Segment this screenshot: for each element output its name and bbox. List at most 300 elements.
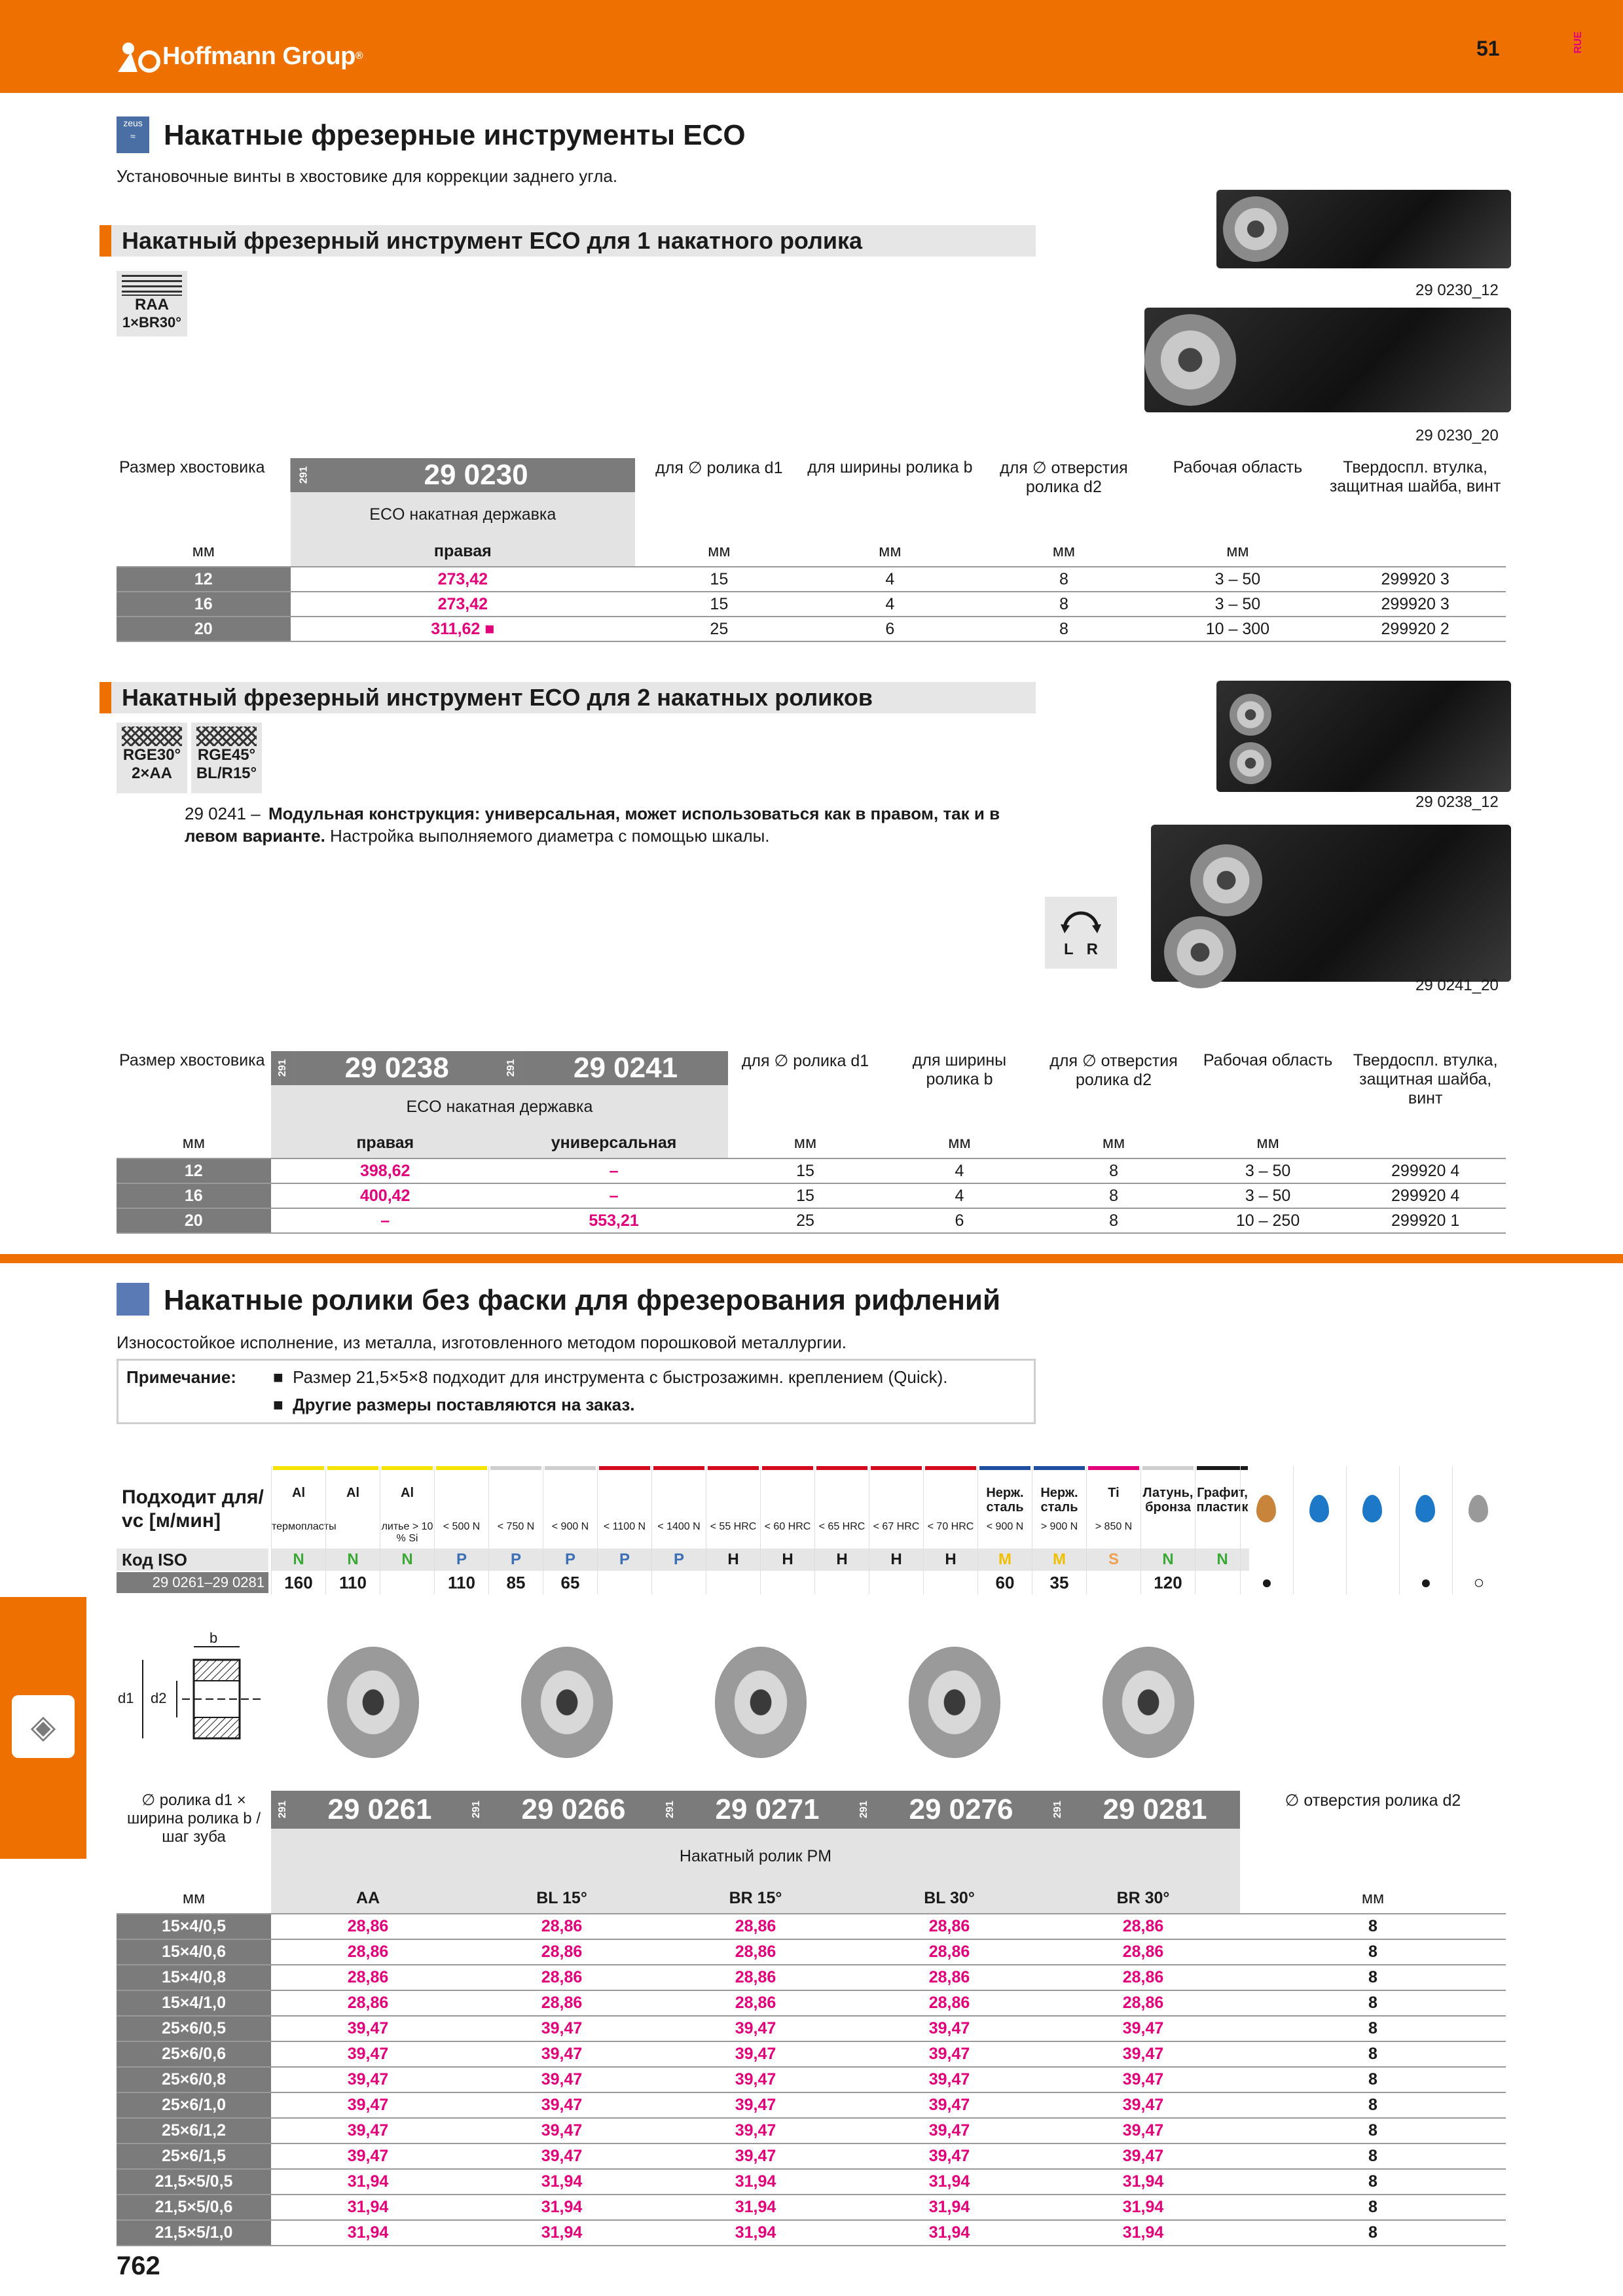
table-row xyxy=(117,2067,1506,2092)
table-row xyxy=(117,617,1506,641)
shank-size: 20 xyxy=(117,1208,271,1233)
material-top-label: Al xyxy=(292,1486,305,1500)
material-bottom-label: > 850 N xyxy=(1095,1521,1133,1532)
dim-d2-label: d2 xyxy=(151,1690,167,1706)
language-code: RUE xyxy=(1573,31,1584,54)
table-single-holder xyxy=(117,458,1506,642)
material-color-stripe xyxy=(1142,1466,1194,1470)
subsection-title-single: Накатный фрезерный инструмент ECO для 1 накатного ролика xyxy=(122,227,863,254)
roller-price: 28,86 xyxy=(347,1968,389,1986)
material-color-stripe xyxy=(327,1466,378,1470)
product-image-290230-12 xyxy=(1216,190,1511,268)
roller-size: 21,5×5/0,6 xyxy=(117,2195,271,2220)
profile-label: AA xyxy=(271,1884,465,1914)
b: 4 xyxy=(955,1161,964,1180)
col-header-shank: Размер хвостовика xyxy=(119,1051,265,1069)
mql-icon xyxy=(1415,1495,1435,1522)
roller-price: 39,47 xyxy=(928,2045,970,2063)
roller-d2: 8 xyxy=(1368,1968,1377,1986)
col-header-spare: Твердоспл. втулка, защитная шайба, винт xyxy=(1353,1051,1498,1107)
table-row xyxy=(117,2169,1506,2195)
roller-price: 31,94 xyxy=(928,2198,970,2216)
article-prefix: 291 xyxy=(852,1791,876,1829)
roller-price: 28,86 xyxy=(928,1968,970,1986)
roller-dimension-drawing xyxy=(117,1630,267,1751)
cutting-speed: 60 xyxy=(995,1573,1015,1592)
roller-d2: 8 xyxy=(1368,2172,1377,2191)
table-row xyxy=(117,1990,1506,2016)
roller-price: 28,86 xyxy=(735,1917,776,1935)
note-text-2: Другие размеры поставляются на заказ. xyxy=(293,1395,635,1414)
material-bottom-label: < 900 N xyxy=(986,1521,1024,1532)
image-caption: 29 0230_20 xyxy=(1415,427,1499,444)
shank-size: 16 xyxy=(117,1183,271,1208)
subsection-bar-double xyxy=(100,682,1036,713)
roller-price: 39,47 xyxy=(347,2096,389,2114)
cutting-speed: 35 xyxy=(1049,1573,1069,1592)
roller-d2: 8 xyxy=(1368,1943,1377,1961)
roller-price: 28,86 xyxy=(347,1917,389,1935)
table-row xyxy=(117,1183,1506,1208)
note-label: Примечание: xyxy=(126,1367,236,1387)
roller-size: 25×6/0,6 xyxy=(117,2041,271,2067)
iso-letter: P xyxy=(543,1549,597,1571)
price: 273,42 xyxy=(437,594,488,613)
roller-price: 39,47 xyxy=(928,2147,970,2165)
material-column xyxy=(760,1466,814,1594)
roller-d2: 8 xyxy=(1368,2019,1377,2037)
roller-d2: 8 xyxy=(1368,2070,1377,2089)
roller-price: 31,94 xyxy=(541,2172,583,2191)
table-row xyxy=(117,592,1506,617)
materials-label-line2: vc [м/мин] xyxy=(122,1510,221,1532)
iso-letter: H xyxy=(869,1549,923,1571)
b: 6 xyxy=(885,619,895,638)
table-row xyxy=(117,1939,1506,1965)
roller-price: 31,94 xyxy=(928,2172,970,2191)
area: 3 – 50 xyxy=(1214,569,1261,588)
d1: 25 xyxy=(710,619,729,638)
knurl-wheel-icon xyxy=(1223,196,1288,262)
table-row xyxy=(117,2144,1506,2169)
roller-d2: 8 xyxy=(1368,2223,1377,2242)
col-header-d1: для ∅ ролика d1 xyxy=(655,459,783,477)
d2: 8 xyxy=(1059,619,1068,638)
knurl-badge-rge45 xyxy=(191,723,262,793)
roller-price: 39,47 xyxy=(541,2096,583,2114)
badge-line2: 1×BR30° xyxy=(122,314,182,331)
unit-label: мм xyxy=(192,542,215,560)
dry-icon xyxy=(1468,1495,1488,1522)
col-header-b: для ширины ролика b xyxy=(912,1051,1007,1088)
roller-image-br30 xyxy=(1103,1647,1194,1758)
price-universal: – xyxy=(609,1186,619,1205)
spray-icon xyxy=(1362,1495,1382,1522)
roller-price: 39,47 xyxy=(735,2045,776,2063)
spare-part: 299920 4 xyxy=(1391,1186,1460,1205)
article-number-1: 29 0238 xyxy=(295,1051,500,1085)
iso-letter: M xyxy=(1032,1549,1086,1571)
label-right: R xyxy=(1086,941,1099,958)
material-bottom-label: < 750 N xyxy=(497,1521,535,1532)
material-bottom-label: < 60 HRC xyxy=(764,1521,811,1532)
coolant-column xyxy=(1293,1466,1346,1594)
article-prefix: 291 xyxy=(500,1051,523,1085)
modular-note xyxy=(185,802,1036,847)
profile-label: BL 15° xyxy=(465,1884,659,1914)
range-label: 29 0261–29 0281 xyxy=(117,1572,268,1593)
material-bottom-label: < 67 HRC xyxy=(873,1521,920,1532)
roller-price: 39,47 xyxy=(1122,2045,1164,2063)
material-bottom-label: литье > 10 % Si xyxy=(381,1521,433,1544)
material-column xyxy=(1032,1466,1086,1594)
unit-label: мм xyxy=(1256,1134,1279,1152)
material-color-stripe xyxy=(871,1466,922,1470)
material-bottom-label: < 500 N xyxy=(443,1521,481,1532)
iso-letter: M xyxy=(978,1549,1032,1571)
roller-d2: 8 xyxy=(1368,1994,1377,2012)
roller-price: 39,47 xyxy=(347,2147,389,2165)
material-top-label: Графит, пластик xyxy=(1196,1486,1249,1515)
table-row xyxy=(117,2220,1506,2246)
spare-part: 299920 4 xyxy=(1391,1161,1460,1180)
price: 273,42 xyxy=(437,569,488,588)
table-row xyxy=(117,2016,1506,2041)
roller-price: 28,86 xyxy=(541,1994,583,2012)
roller-price: 28,86 xyxy=(735,1994,776,2012)
material-column xyxy=(271,1466,337,1594)
material-column xyxy=(380,1466,434,1594)
cutting-speed: 110 xyxy=(448,1573,475,1592)
material-bottom-label: < 900 N xyxy=(551,1521,589,1532)
coolant-marker xyxy=(1347,1572,1399,1593)
col-header-d2: для ∅ отверстия ролика d2 xyxy=(1049,1052,1178,1089)
cutting-speed: 65 xyxy=(560,1573,580,1592)
iso-letter: N xyxy=(272,1549,325,1571)
d2: 8 xyxy=(1109,1186,1118,1205)
b: 4 xyxy=(885,594,895,613)
d1: 25 xyxy=(796,1211,814,1230)
roller-price: 28,86 xyxy=(541,1968,583,1986)
roller-price: 39,47 xyxy=(347,2045,389,2063)
article-number: 29 0261 xyxy=(295,1791,465,1829)
roller-price: 28,86 xyxy=(347,1994,389,2012)
drop-orange-icon xyxy=(1256,1495,1276,1522)
roller-price: 28,86 xyxy=(928,1943,970,1961)
col-header-spare: Твердоспл. втулка, защитная шайба, винт xyxy=(1329,458,1501,495)
cutting-speed xyxy=(761,1572,814,1593)
roller-price: 28,86 xyxy=(735,1943,776,1961)
roller-size: 15×4/1,0 xyxy=(117,1990,271,2016)
roller-price: 31,94 xyxy=(928,2223,970,2242)
product-image-290241-20 xyxy=(1151,825,1511,982)
material-bottom-label: < 1400 N xyxy=(657,1521,701,1532)
table-row xyxy=(117,1914,1506,1939)
note-box xyxy=(117,1359,1036,1424)
subsection-title-double: Накатный фрезерный инструмент ECO для 2 накатных роликов xyxy=(122,684,873,711)
page-number: 51 xyxy=(1476,37,1500,60)
brand-logo[interactable]: Hoffmann Group ® xyxy=(117,37,363,76)
coolant-column xyxy=(1240,1466,1293,1594)
b: 4 xyxy=(955,1186,964,1205)
dim-d1-label: d1 xyxy=(118,1690,134,1706)
roller-price: 39,47 xyxy=(347,2121,389,2140)
product-image-290238-12 xyxy=(1216,681,1511,792)
note-item-2: ■ Другие размеры поставляются на заказ. xyxy=(273,1395,635,1414)
d1: 15 xyxy=(710,594,729,613)
note-rest: Настройка выполняемого диаметра с помощью шкалы. xyxy=(325,826,770,846)
roller-price: 31,94 xyxy=(1122,2172,1164,2191)
area: 10 – 300 xyxy=(1205,619,1270,638)
material-columns xyxy=(271,1466,1249,1594)
iso-letter: P xyxy=(598,1549,651,1571)
roller-price: 31,94 xyxy=(347,2223,389,2242)
article-number: 29 0266 xyxy=(488,1791,659,1829)
table-row xyxy=(117,2195,1506,2220)
roller-price: 28,86 xyxy=(541,1917,583,1935)
material-column xyxy=(597,1466,651,1594)
materials-label xyxy=(122,1486,264,1533)
roller-d2: 8 xyxy=(1368,2121,1377,2140)
unit-label: мм xyxy=(948,1134,971,1152)
profile-label: BR 15° xyxy=(659,1884,852,1914)
material-column xyxy=(1140,1466,1195,1594)
roller-price: 28,86 xyxy=(347,1943,389,1961)
material-color-stripe xyxy=(599,1466,650,1470)
cutting-speed: 85 xyxy=(506,1573,526,1592)
cutting-speed: 160 xyxy=(284,1573,313,1592)
coolant-marker xyxy=(1294,1572,1346,1593)
rollers-table-holder xyxy=(117,1791,1506,2246)
roller-size: 25×6/0,8 xyxy=(117,2067,271,2092)
roller-size: 25×6/0,5 xyxy=(117,2016,271,2041)
material-color-stripe xyxy=(979,1466,1030,1470)
iso-letter: H xyxy=(761,1549,814,1571)
roller-image-aa xyxy=(327,1647,419,1758)
table-double-holder xyxy=(117,1051,1506,1234)
material-top-label: Латунь, бронза xyxy=(1142,1486,1194,1515)
roller-price: 31,94 xyxy=(541,2223,583,2242)
drop-blue-icon xyxy=(1309,1495,1329,1522)
iso-letter: P xyxy=(489,1549,543,1571)
iso-letter: N xyxy=(1141,1549,1195,1571)
spare-part: 299920 2 xyxy=(1381,619,1450,638)
shank-size: 20 xyxy=(117,617,291,641)
roller-price: 31,94 xyxy=(735,2198,776,2216)
d2: 8 xyxy=(1109,1211,1118,1230)
zeus-icon: zeus ≈ xyxy=(117,117,149,153)
roller-price: 31,94 xyxy=(347,2198,389,2216)
article-number-2: 29 0241 xyxy=(523,1051,728,1085)
material-column xyxy=(1086,1466,1140,1594)
roller-price: 31,94 xyxy=(1122,2223,1164,2242)
area: 3 – 50 xyxy=(1245,1186,1291,1205)
page-number-bottom: 762 xyxy=(117,2251,160,2280)
material-column xyxy=(434,1466,488,1594)
roller-size: 15×4/0,5 xyxy=(117,1914,271,1939)
iso-letter: P xyxy=(435,1549,488,1571)
col-header-area: Рабочая область xyxy=(1173,458,1303,476)
iso-letter: H xyxy=(706,1549,760,1571)
unit-label: мм xyxy=(793,1134,817,1152)
badge-line1: RGE45° xyxy=(197,746,256,764)
table-row xyxy=(117,1208,1506,1233)
image-caption: 29 0230_12 xyxy=(1415,281,1499,299)
col-header-shank: Размер хвостовика xyxy=(119,458,265,476)
d1: 15 xyxy=(796,1186,814,1205)
roller-price: 39,47 xyxy=(541,2019,583,2037)
roller-price: 39,47 xyxy=(735,2019,776,2037)
holder-label: ECO накатная державка xyxy=(271,1085,729,1128)
knurl-badge-raa xyxy=(117,271,187,336)
profile-label: BL 30° xyxy=(852,1884,1046,1914)
coolant-column xyxy=(1399,1466,1452,1594)
col-header-b: для ширины ролика b xyxy=(807,458,973,476)
roller-price: 39,47 xyxy=(928,2121,970,2140)
article-prefix: 291 xyxy=(465,1791,488,1829)
table-row xyxy=(117,2092,1506,2118)
b: 4 xyxy=(885,569,895,588)
material-column xyxy=(977,1466,1032,1594)
roller-price: 39,47 xyxy=(735,2096,776,2114)
table-row xyxy=(117,2041,1506,2067)
iso-letter: P xyxy=(652,1549,706,1571)
article-number: 29 0271 xyxy=(682,1791,852,1829)
materials-label-line1: Подходит для/ xyxy=(122,1486,264,1508)
material-color-stripe xyxy=(816,1466,867,1470)
area: 3 – 50 xyxy=(1214,594,1261,613)
side-label-1: правая xyxy=(271,1128,500,1158)
roller-price: 31,94 xyxy=(1122,2198,1164,2216)
coolant-marker: ● xyxy=(1261,1572,1273,1592)
material-column xyxy=(325,1466,380,1594)
coolant-columns xyxy=(1240,1466,1505,1594)
roller-size: 15×4/0,6 xyxy=(117,1939,271,1965)
dim-b-label: b xyxy=(210,1630,218,1646)
roller-price: 28,86 xyxy=(735,1968,776,1986)
roller-price: 39,47 xyxy=(735,2070,776,2089)
coolant-column xyxy=(1346,1466,1399,1594)
d2: 8 xyxy=(1109,1161,1118,1180)
iso-letter: N xyxy=(380,1549,434,1571)
product-image-290230-20 xyxy=(1144,308,1511,412)
roller-price: 39,47 xyxy=(541,2045,583,2063)
table-row xyxy=(117,567,1506,592)
material-column xyxy=(814,1466,869,1594)
d2: 8 xyxy=(1059,569,1068,588)
material-column xyxy=(869,1466,923,1594)
cutting-speed xyxy=(869,1572,923,1593)
section-title-eco-tools: Накатные фрезерные инструменты ECO xyxy=(164,119,746,151)
rollers-section-icon xyxy=(117,1283,149,1316)
badge-line2: 2×AA xyxy=(131,764,173,782)
col-header-size: ∅ ролика d1 × ширина ролика b / шаг зуба xyxy=(127,1791,261,1846)
shank-size: 12 xyxy=(117,567,291,592)
product-label: Накатный ролик PM xyxy=(271,1829,1240,1884)
roller-price: 39,47 xyxy=(541,2121,583,2140)
coolant-marker: ● xyxy=(1420,1572,1432,1592)
d1: 15 xyxy=(710,569,729,588)
knurl-wheel-icon xyxy=(1230,694,1271,736)
iso-letter: N xyxy=(326,1549,380,1571)
cutting-speed xyxy=(598,1572,651,1593)
roller-price: 28,86 xyxy=(928,1994,970,2012)
roller-image-bl15 xyxy=(521,1647,613,1758)
badge-line1: RGE30° xyxy=(122,746,181,764)
material-color-stripe xyxy=(490,1466,541,1470)
roller-d2: 8 xyxy=(1368,2147,1377,2165)
knurl-wheel-icon xyxy=(1164,916,1236,988)
material-bottom-label: < 70 HRC xyxy=(927,1521,974,1532)
col-header-area: Рабочая область xyxy=(1203,1051,1333,1069)
material-color-stripe xyxy=(708,1466,759,1470)
roller-d2: 8 xyxy=(1368,2045,1377,2063)
section-divider xyxy=(0,1254,1623,1263)
holder-label: ECO накатная державка xyxy=(291,492,636,537)
d1: 15 xyxy=(796,1161,814,1180)
area: 3 – 50 xyxy=(1245,1161,1291,1180)
material-top-label: Нерж. сталь xyxy=(1040,1486,1078,1515)
note-code: 29 0241 – xyxy=(185,804,261,823)
iso-code-label: Код ISO xyxy=(117,1549,268,1571)
roller-price: 39,47 xyxy=(347,2019,389,2037)
cutting-speed xyxy=(815,1572,869,1593)
turning-tool-icon: ◈ xyxy=(12,1695,75,1758)
roller-image-bl30 xyxy=(909,1647,1000,1758)
price-universal: – xyxy=(609,1161,619,1180)
logo-text: Hoffmann Group xyxy=(162,42,356,70)
cutting-speed xyxy=(706,1572,760,1593)
roller-price: 28,86 xyxy=(1122,1917,1164,1935)
material-color-stripe xyxy=(653,1466,704,1470)
spare-part: 299920 3 xyxy=(1381,569,1450,588)
iso-letter: H xyxy=(815,1549,869,1571)
material-top-label: Нерж. сталь xyxy=(986,1486,1024,1515)
unit-label: мм xyxy=(1361,1889,1385,1907)
unit-label: мм xyxy=(708,542,731,560)
col-header-d2: ∅ отверстия ролика d2 xyxy=(1285,1791,1461,1810)
image-caption: 29 0241_20 xyxy=(1415,977,1499,994)
unit-label: мм xyxy=(182,1889,206,1907)
material-bottom-label: < 1100 N xyxy=(603,1521,646,1532)
col-header-d1: для ∅ ролика d1 xyxy=(741,1052,869,1070)
table-row xyxy=(117,2118,1506,2144)
unit-label: мм xyxy=(1226,542,1249,560)
subsection-bar-single xyxy=(100,225,1036,257)
roller-price: 39,47 xyxy=(928,2070,970,2089)
roller-d2: 8 xyxy=(1368,2198,1377,2216)
col-header-d2: для ∅ отверстия ролика d2 xyxy=(1000,459,1128,496)
iso-letter: N xyxy=(1195,1549,1249,1571)
section-title-rollers: Накатные ролики без фаски для фрезерования рифлений xyxy=(164,1284,1001,1316)
material-bottom-label: термопласты xyxy=(272,1521,337,1532)
roller-size: 21,5×5/0,5 xyxy=(117,2169,271,2195)
roller-price: 39,47 xyxy=(1122,2019,1164,2037)
roller-price: 39,47 xyxy=(1122,2070,1164,2089)
iso-letter: H xyxy=(924,1549,977,1571)
roller-price: 39,47 xyxy=(735,2121,776,2140)
cutting-speed xyxy=(924,1572,977,1593)
material-color-stripe xyxy=(382,1466,433,1470)
roller-price: 39,47 xyxy=(735,2147,776,2165)
material-bottom-label: < 65 HRC xyxy=(818,1521,866,1532)
article-prefix: 291 xyxy=(1046,1791,1070,1829)
price-right: 400,42 xyxy=(360,1186,410,1205)
table-row xyxy=(117,1158,1506,1183)
roller-price: 28,86 xyxy=(541,1943,583,1961)
cutting-speed xyxy=(1087,1572,1140,1593)
label-left: L xyxy=(1063,941,1074,958)
